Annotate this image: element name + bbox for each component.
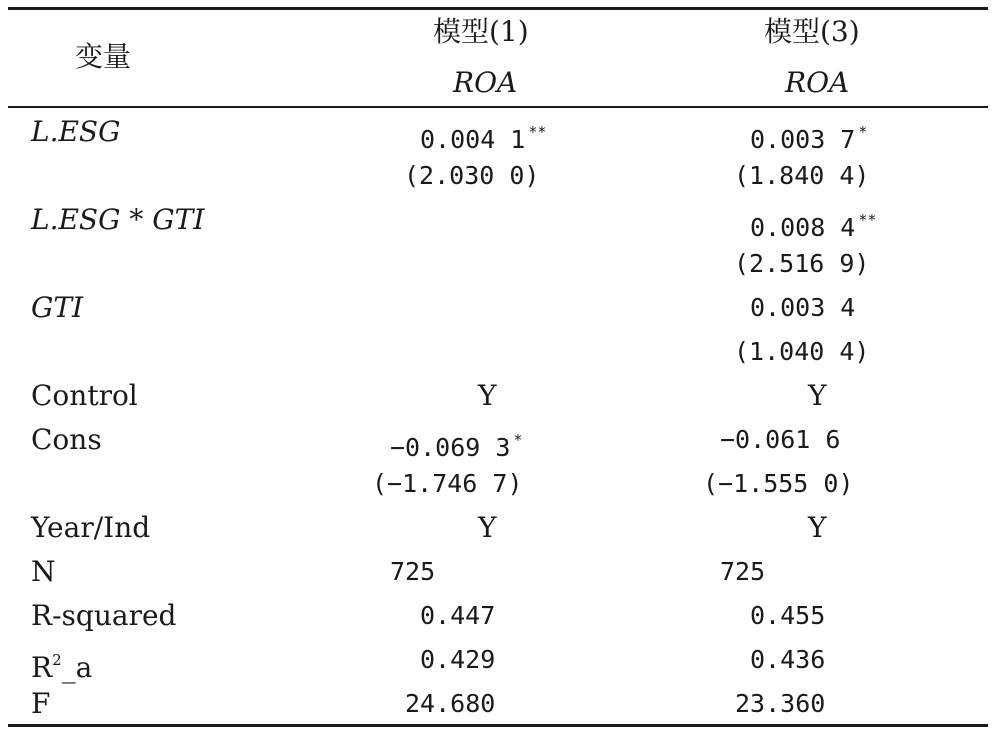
row-label-f: F bbox=[31, 687, 51, 720]
row-label-r2-adjusted: $R^2\_a$ bbox=[31, 651, 93, 684]
lesg-gti-m3-tstat: (2.516 9) bbox=[734, 249, 870, 278]
header-model3: 模型(3) bbox=[764, 15, 860, 48]
lesg-gti-m3-coef: 0.008 4 ** bbox=[750, 211, 877, 242]
table-header-rule bbox=[8, 106, 988, 108]
header-dv-model1: ROA bbox=[453, 66, 518, 99]
lesg-m1-coef: 0.004 1 ** bbox=[420, 123, 547, 154]
lesg-m1-tstat: (2.030 0) bbox=[404, 161, 540, 190]
row-label-cons: Cons bbox=[31, 423, 102, 456]
r-squared-m3: 0.455 bbox=[750, 601, 826, 630]
lesg-m3-coef: 0.003 7 * bbox=[750, 123, 868, 154]
cons-m1-tstat: (−1.746 7) bbox=[372, 469, 523, 498]
f-m1: 24.680 bbox=[405, 689, 496, 718]
header-model1: 模型(1) bbox=[433, 15, 529, 48]
cons-m3-tstat: (−1.555 0) bbox=[703, 469, 854, 498]
r-squared-m1: 0.447 bbox=[420, 601, 496, 630]
f-m3: 23.360 bbox=[735, 689, 826, 718]
n-m1: 725 bbox=[390, 557, 436, 586]
year-ind-m1: Y bbox=[478, 511, 497, 544]
r2a-m1: 0.429 bbox=[420, 645, 496, 674]
n-m3: 725 bbox=[720, 557, 766, 586]
row-label-lesg: L.ESG bbox=[31, 115, 121, 148]
header-variable: 变量 bbox=[75, 40, 132, 73]
row-label-gti: GTI bbox=[31, 291, 84, 324]
table-top-rule bbox=[8, 7, 988, 10]
gti-m3-tstat: (1.040 4) bbox=[734, 337, 870, 366]
row-label-year-ind: Year/Ind bbox=[31, 511, 151, 544]
lesg-m3-tstat: (1.840 4) bbox=[734, 161, 870, 190]
year-ind-m3: Y bbox=[808, 511, 827, 544]
row-label-control: Control bbox=[31, 379, 138, 412]
cons-m1-coef: −0.069 3 * bbox=[390, 431, 523, 462]
table-bottom-rule bbox=[8, 724, 988, 727]
r2a-m3: 0.436 bbox=[750, 645, 826, 674]
row-label-r-squared: R-squared bbox=[31, 599, 177, 632]
row-label-lesg-gti: L.ESG * GTI bbox=[31, 203, 205, 236]
control-m1: Y bbox=[478, 379, 497, 412]
control-m3: Y bbox=[808, 379, 827, 412]
row-label-n: N bbox=[31, 555, 56, 588]
cons-m3-coef: −0.061 6 bbox=[720, 425, 841, 454]
header-dv-model3: ROA bbox=[785, 66, 850, 99]
gti-m3-coef: 0.003 4 bbox=[750, 293, 856, 322]
